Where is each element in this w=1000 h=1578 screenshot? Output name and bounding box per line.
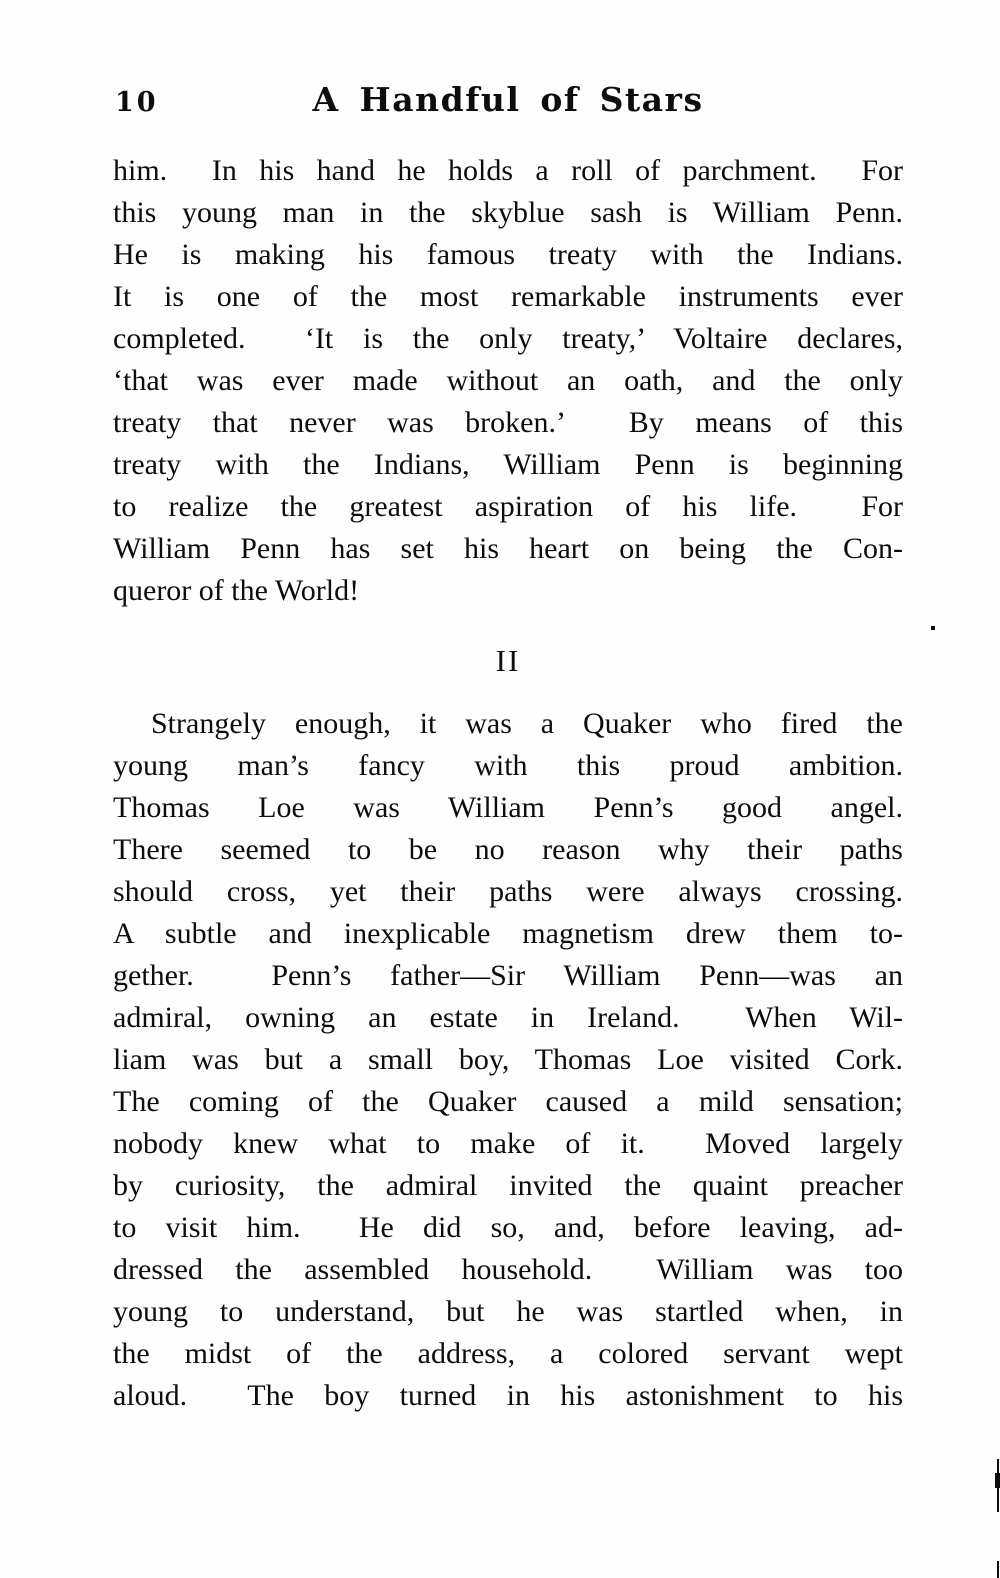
section-heading: II [495, 643, 521, 678]
text-line: treaty with the Indians, William Penn is beginning [113, 448, 903, 481]
text-line: gether. Penn’s father—Sir William Penn—was an [113, 959, 903, 992]
text-line: young man’s fancy with this proud ambition. [113, 749, 903, 782]
text-line: the midst of the address, a colored servant wept [113, 1337, 903, 1370]
text-line: liam was but a small boy, Thomas Loe visited Cork. [113, 1043, 903, 1076]
page-number: 10 [115, 87, 159, 118]
text-line: queror of the World! [113, 574, 360, 607]
text-line: him. In his hand he holds a roll of parchment. For [113, 154, 903, 187]
text-line: completed. ‘It is the only treaty,’ Voltaire declares, [113, 322, 903, 355]
text-line: The coming of the Quaker caused a mild sensation; [113, 1085, 903, 1118]
text-line: nobody knew what to make of it. Moved largely [113, 1127, 903, 1160]
text-line: to visit him. He did so, and, before leaving, ad- [113, 1211, 903, 1244]
scan-edge-line [997, 1561, 999, 1578]
text-line: Thomas Loe was William Penn’s good angel. [113, 791, 903, 824]
text-line: William Penn has set his heart on being the Con- [113, 532, 903, 565]
text-line: It is one of the most remarkable instruments ever [113, 280, 903, 313]
text-line: young to understand, but he was startled when, in [113, 1295, 903, 1328]
text-line: this young man in the skyblue sash is William Penn. [113, 196, 903, 229]
text-line: to realize the greatest aspiration of his life. For [113, 490, 903, 523]
text-line: He is making his famous treaty with the Indians. [113, 238, 903, 271]
paragraph-1 [113, 150, 903, 612]
text-line: admiral, owning an estate in Ireland. When Wil- [113, 1001, 903, 1034]
text-line: treaty that never was broken.’ By means of this [113, 406, 903, 439]
text-line: aloud. The boy turned in his astonishment to his [113, 1379, 903, 1412]
running-header [113, 80, 903, 120]
text-line: dressed the assembled household. William was too [113, 1253, 903, 1286]
text-line: Strangely enough, it was a Quaker who fired the [151, 707, 903, 740]
text-block [113, 150, 903, 1417]
text-line: should cross, yet their paths were always crossing. [113, 875, 903, 908]
paragraph-2 [113, 703, 903, 1417]
page-title: A Handful of Stars [312, 80, 704, 119]
text-line: by curiosity, the admiral invited the quaint preacher [113, 1169, 903, 1202]
text-line: There seemed to be no reason why their paths [113, 833, 903, 866]
text-line: A subtle and inexplicable magnetism drew them to- [113, 917, 903, 950]
text-line: ‘that was ever made without an oath, and the only [113, 364, 903, 397]
scan-speck [931, 626, 935, 630]
scan-edge-blob [995, 1473, 1000, 1488]
